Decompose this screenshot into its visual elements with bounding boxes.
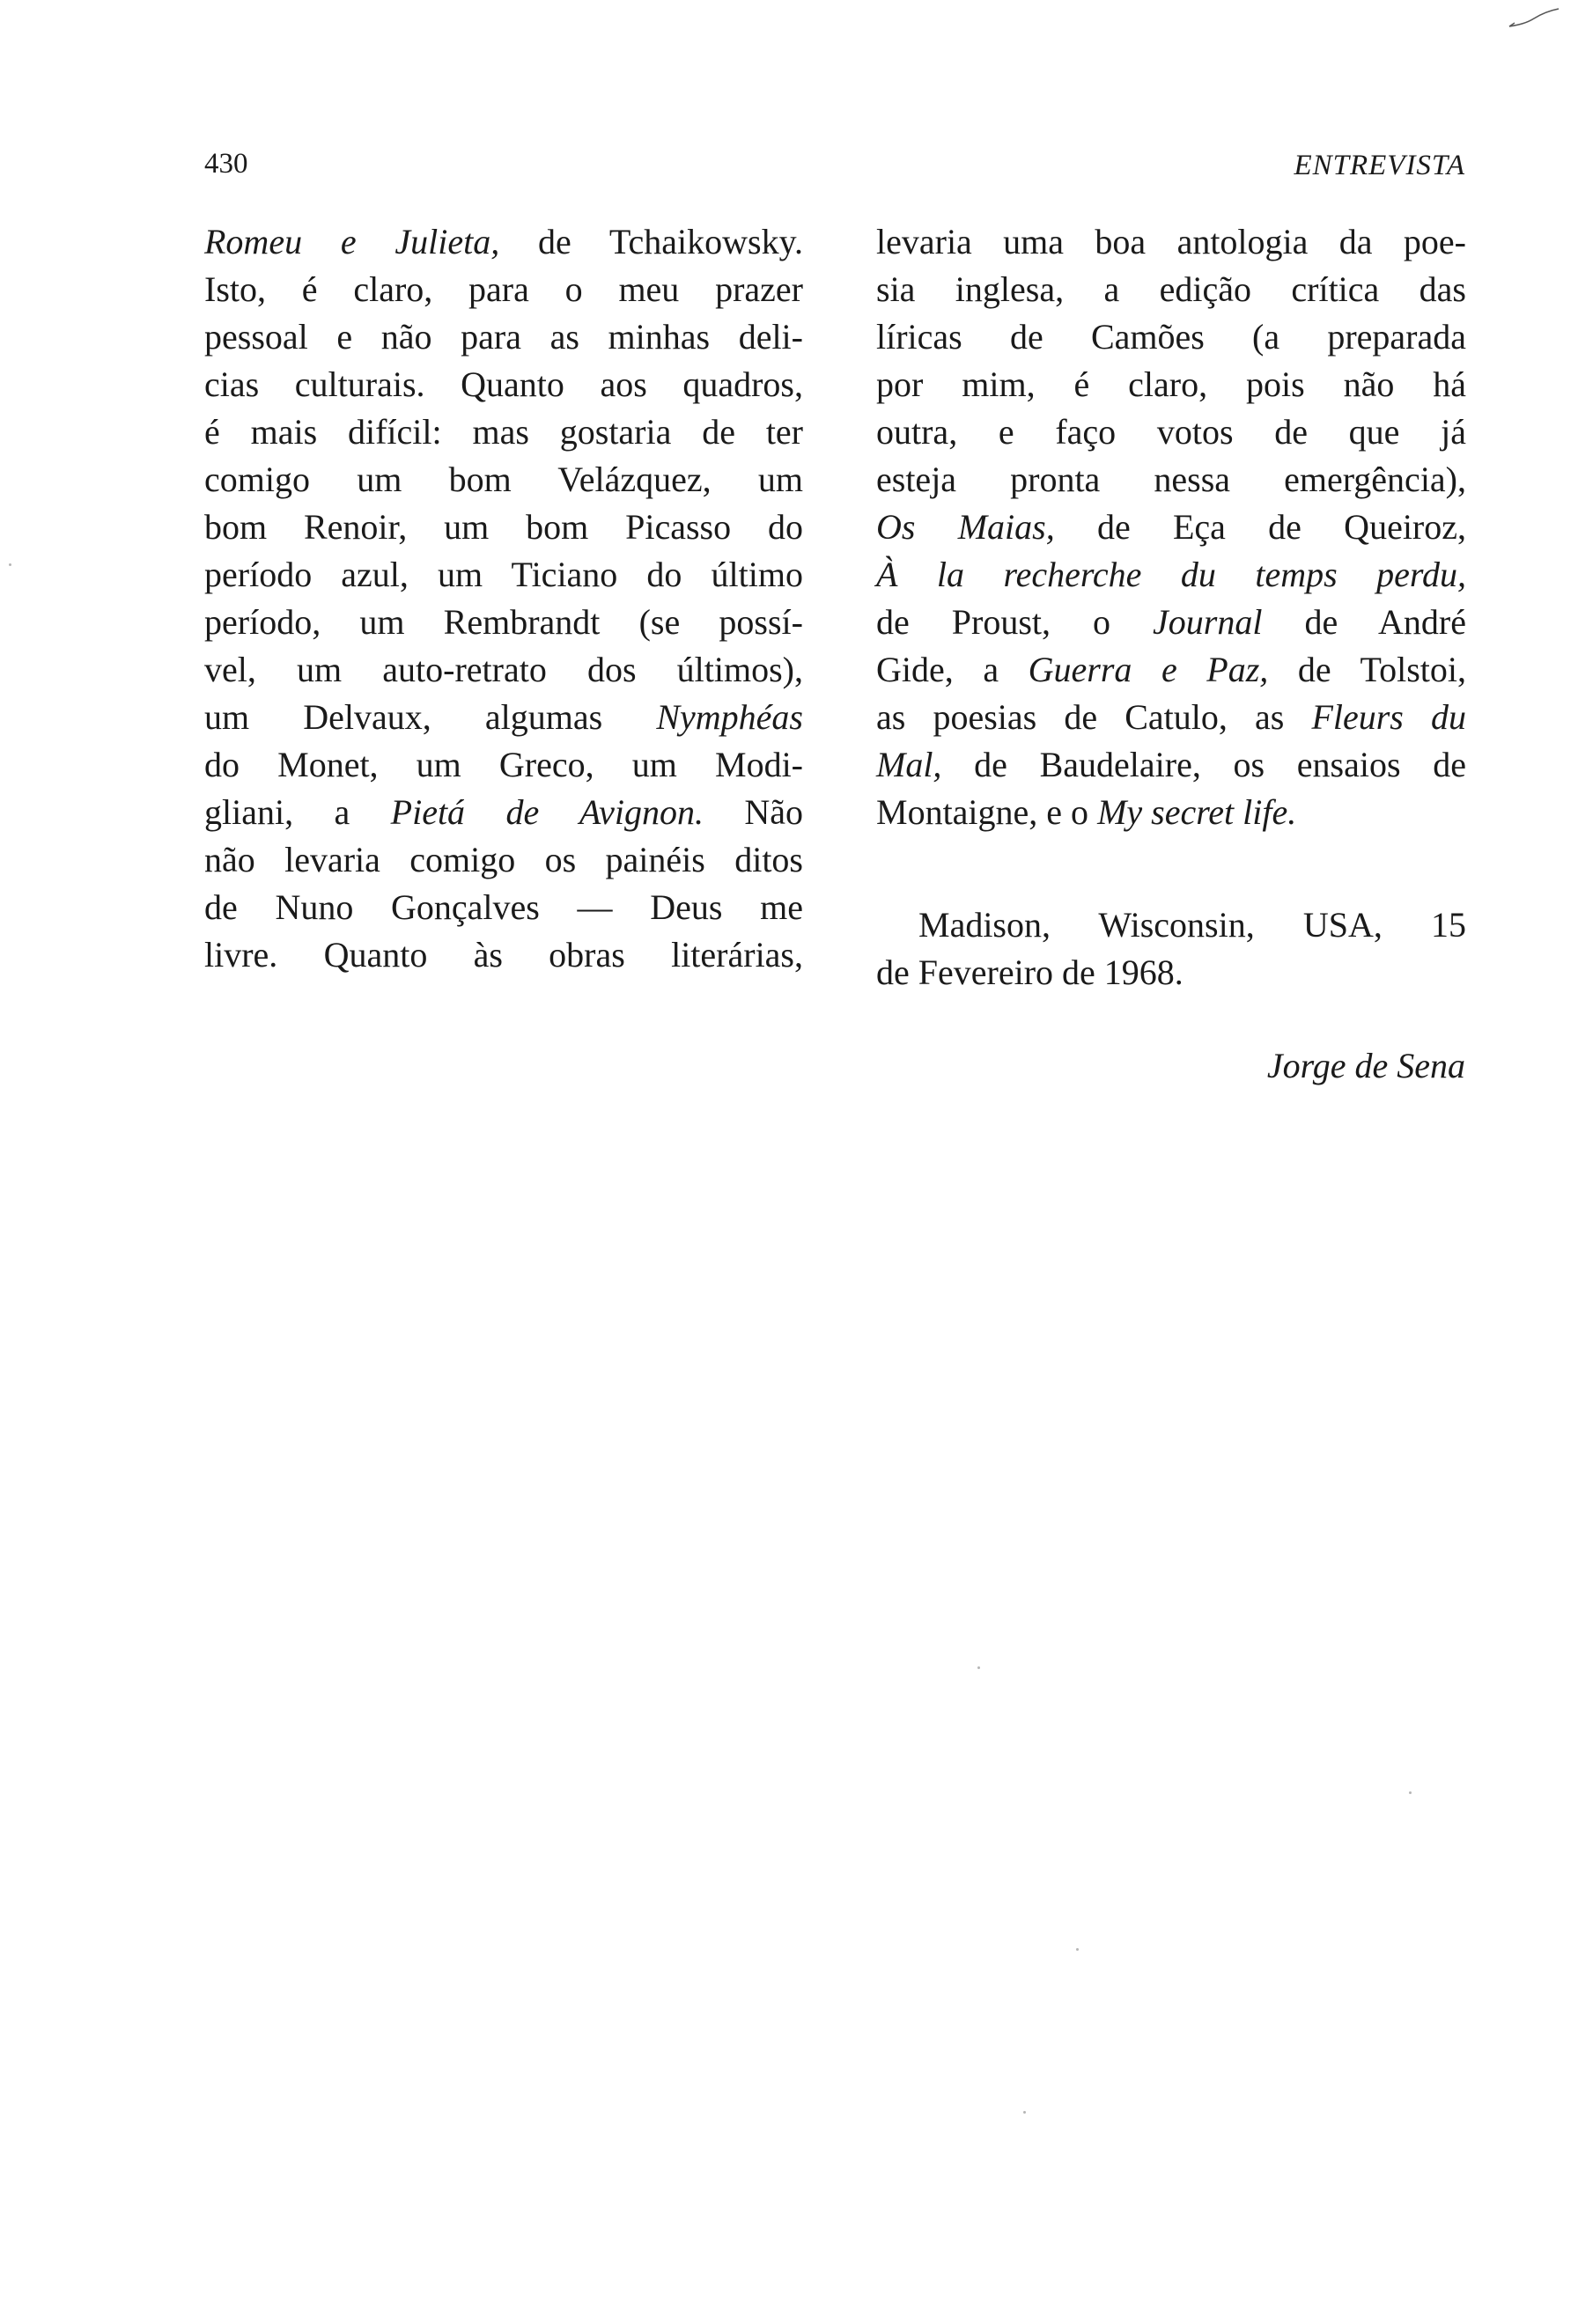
left-column-line: livre. Quanto às obras literárias, bbox=[204, 935, 803, 974]
italic-title: À la recherche du temps perdu, bbox=[876, 555, 1466, 594]
paper-speck bbox=[1076, 1948, 1079, 1951]
italic-title: Nymphéas bbox=[656, 697, 803, 737]
italic-title: Romeu e Julieta, bbox=[204, 222, 500, 261]
italic-title: Fleurs du bbox=[1311, 697, 1466, 737]
running-head bbox=[204, 148, 1465, 192]
paper-speck bbox=[9, 563, 11, 566]
left-column-line: do Monet, um Greco, um Modi- bbox=[204, 745, 803, 784]
place-and-date bbox=[876, 901, 1466, 997]
italic-title: My secret life. bbox=[1097, 792, 1297, 832]
paper-speck bbox=[1023, 2111, 1026, 2114]
italic-title: Journal bbox=[1153, 602, 1263, 642]
italic-title: Mal, bbox=[876, 745, 942, 784]
left-column-line: período azul, um Ticiano do último bbox=[204, 555, 803, 594]
page-number: 430 bbox=[204, 148, 248, 180]
right-text-column bbox=[876, 218, 1466, 836]
section-title: ENTREVISTA bbox=[1294, 150, 1465, 181]
right-column-line: por mim, é claro, pois não há bbox=[876, 364, 1466, 404]
left-column-line: bom Renoir, um bom Picasso do bbox=[204, 507, 803, 547]
right-column-line: Mal, de Baudelaire, os ensaios de bbox=[876, 745, 1466, 784]
date-line: de Fevereiro de 1968. bbox=[876, 952, 1184, 992]
pen-stroke-mark bbox=[1508, 7, 1560, 30]
left-column-line: um Delvaux, algumas Nymphéas bbox=[204, 697, 803, 737]
italic-title: Os Maias, bbox=[876, 507, 1055, 547]
left-column-line: pessoal e não para as minhas deli- bbox=[204, 317, 803, 357]
left-column-line: cias culturais. Quanto aos quadros, bbox=[204, 364, 803, 404]
right-column-line: as poesias de Catulo, as Fleurs du bbox=[876, 697, 1466, 737]
left-column-line: comigo um bom Velázquez, um bbox=[204, 460, 803, 499]
left-column-line: gliani, a Pietá de Avignon. Não bbox=[204, 792, 803, 832]
left-column-line: Romeu e Julieta, de Tchaikowsky. bbox=[204, 222, 803, 261]
left-text-column bbox=[204, 218, 803, 979]
left-column-line: vel, um auto-retrato dos últimos), bbox=[204, 650, 803, 689]
right-column-line: outra, e faço votos de que já bbox=[876, 412, 1466, 452]
italic-title: Pietá de Avignon. bbox=[390, 792, 704, 832]
right-column-line: sia inglesa, a edição crítica das bbox=[876, 269, 1466, 309]
right-column-line bbox=[876, 551, 1466, 599]
place-line: Madison, Wisconsin, USA, 15 bbox=[918, 905, 1466, 945]
left-column-line: de Nuno Gonçalves — Deus me bbox=[204, 887, 803, 927]
left-column-line: período, um Rembrandt (se possí- bbox=[204, 602, 803, 642]
left-column-line: Isto, é claro, para o meu prazer bbox=[204, 269, 803, 309]
right-column-line: Gide, a Guerra e Paz, de Tolstoi, bbox=[876, 650, 1466, 689]
right-column-line: Os Maias, de Eça de Queiroz, bbox=[876, 507, 1467, 547]
right-column-line: de Proust, o Journal de André bbox=[876, 602, 1466, 642]
right-column-line: líricas de Camões (a preparada bbox=[876, 317, 1466, 357]
right-column-line: esteja pronta nessa emergência), bbox=[876, 460, 1466, 499]
right-column-line: Montaigne, e o My secret life. bbox=[876, 792, 1297, 832]
right-column-line: levaria uma boa antologia da poe- bbox=[876, 222, 1466, 261]
italic-title: Guerra e Paz, bbox=[1028, 650, 1269, 689]
paper-speck bbox=[1409, 1791, 1412, 1794]
author-signature: Jorge de Sena bbox=[1266, 1046, 1465, 1085]
left-column-line: não levaria comigo os painéis ditos bbox=[204, 840, 803, 879]
left-column-line: é mais difícil: mas gostaria de ter bbox=[204, 412, 803, 452]
paper-speck bbox=[977, 1666, 980, 1669]
